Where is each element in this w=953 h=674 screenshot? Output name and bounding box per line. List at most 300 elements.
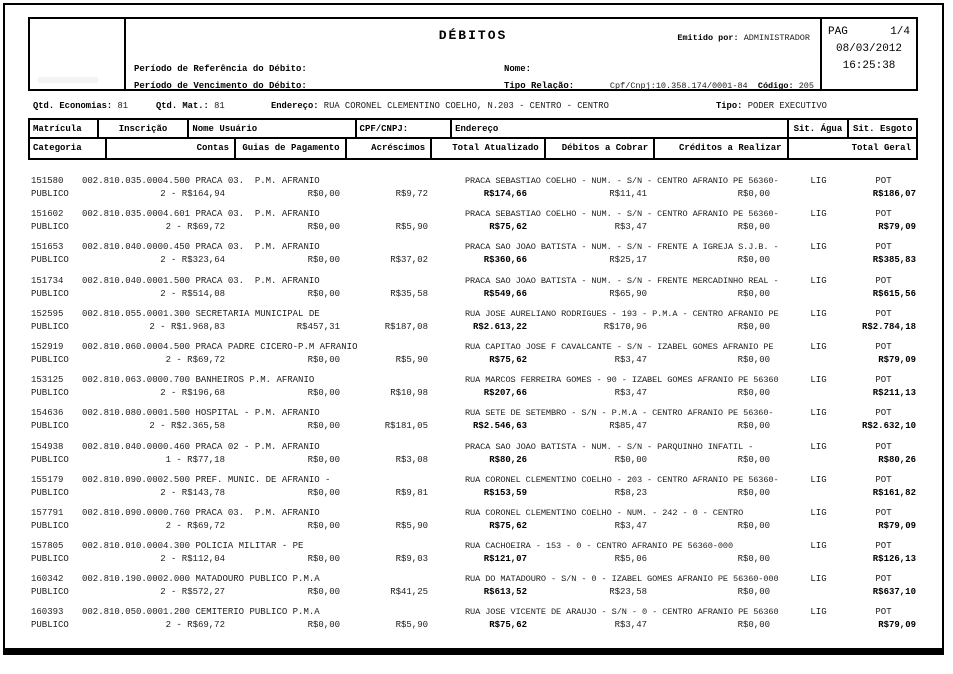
logo-watermark (38, 77, 98, 83)
record-contas: 2 - R$69,72 (165, 354, 225, 365)
record-inscricao: 002.810.060.0004.500 (82, 341, 191, 352)
debit-record (28, 540, 918, 566)
record-categoria: PUBLICO (31, 388, 69, 399)
record-matricula: 160342 (31, 574, 64, 585)
record-categoria: PUBLICO (31, 421, 69, 432)
col-sit-agua: Sit. Água (789, 120, 850, 137)
record-inscricao: 002.810.080.0001.500 (82, 408, 191, 419)
record-guias-pagamento: R$0,00 (307, 222, 340, 233)
record-line-2 (28, 188, 918, 201)
record-inscricao: 002.810.010.0004.300 (82, 541, 191, 552)
col-creditos-realizar: Créditos a Realizar (655, 139, 788, 158)
record-debitos-cobrar: R$65,90 (609, 288, 647, 299)
record-line-1 (28, 540, 918, 553)
record-inscricao-nome (82, 275, 465, 288)
record-inscricao: 002.810.063.0000.700 (82, 375, 191, 386)
record-categoria: PUBLICO (31, 454, 69, 465)
record-line-1 (28, 441, 918, 454)
record-nome-usuario: POLICIA MILITAR - PE (195, 541, 304, 552)
col-acrescimos: Acréscimos (347, 139, 433, 158)
record-guias-pagamento: R$0,00 (307, 354, 340, 365)
record-line-1 (28, 275, 918, 288)
record-sit-agua: LIG (810, 574, 827, 585)
record-sit-agua: LIG (810, 507, 827, 518)
record-inscricao-nome (82, 241, 465, 254)
record-total-atualizado: R$80,26 (489, 454, 527, 465)
record-endereco: RUA MARCOS FERREIRA GOMES - 90 - IZABEL GOMES AFRANIO PE 56360 (465, 375, 779, 386)
record-matricula: 151602 (31, 209, 64, 220)
qtd-mat (156, 101, 225, 111)
record-line-2 (28, 387, 918, 400)
summary-tipo-value: PODER EXECUTIVO (747, 101, 827, 111)
record-sit-esgoto: POT (875, 341, 892, 352)
record-total-geral: R$79,09 (878, 520, 916, 531)
record-inscricao-nome (82, 374, 465, 387)
record-contas: 2 - R$572,27 (160, 587, 225, 598)
record-line-2 (28, 221, 918, 234)
record-nome-usuario: PRACA 03. P.M. AFRANIO (195, 242, 320, 253)
record-matricula: 153125 (31, 375, 64, 386)
record-guias-pagamento: R$0,00 (307, 520, 340, 531)
col-nome-usuario: Nome Usuário (189, 120, 356, 137)
record-guias-pagamento: R$0,00 (307, 388, 340, 399)
record-inscricao-nome (82, 540, 465, 553)
summary-line (28, 101, 918, 113)
record-line-1 (28, 407, 918, 420)
record-debitos-cobrar: R$25,17 (609, 255, 647, 266)
record-acrescimos: R$9,03 (395, 554, 428, 565)
record-endereco: RUA CAPITAO JOSE F CAVALCANTE - S/N - IZABEL GOMES AFRANIO PE (465, 341, 774, 352)
record-sit-agua: LIG (810, 607, 827, 618)
header-row-reference (126, 64, 820, 76)
record-contas: 2 - R$69,72 (165, 520, 225, 531)
record-creditos-realizar: R$0,00 (737, 421, 770, 432)
record-sit-agua: LIG (810, 308, 827, 319)
record-total-atualizado: R$2.613,22 (472, 321, 527, 332)
record-inscricao-nome (82, 507, 465, 520)
record-debitos-cobrar: R$85,47 (609, 421, 647, 432)
record-endereco: PRACA SAO JOAO BATISTA - NUM. - S/N - PARQUINHO INFATIL - (465, 441, 754, 452)
record-inscricao: 002.810.035.0004.500 (82, 176, 191, 186)
record-inscricao: 002.810.040.0000.450 (82, 242, 191, 253)
record-inscricao: 002.810.050.0001.200 (82, 607, 191, 618)
record-total-geral: R$2.632,10 (861, 421, 916, 432)
col-guias-pagamento: Guias de Pagamento (236, 139, 347, 158)
table-header-row-2 (30, 139, 916, 158)
record-matricula: 157791 (31, 507, 64, 518)
record-nome-usuario: CEMITERIO PUBLICO P.M.A (195, 607, 320, 618)
record-contas: 2 - R$2.365,58 (149, 421, 225, 432)
record-total-atualizado: R$549,66 (483, 288, 527, 299)
codigo-value: 205 (798, 81, 814, 91)
record-matricula: 154636 (31, 408, 64, 419)
record-creditos-realizar: R$0,00 (737, 189, 770, 199)
emitted-by-value: ADMINISTRADOR (743, 33, 810, 43)
record-acrescimos: R$41,25 (390, 587, 428, 598)
record-creditos-realizar: R$0,00 (737, 554, 770, 565)
record-nome-usuario: PRACA 02 - P.M. AFRANIO (195, 441, 320, 452)
record-sit-esgoto: POT (875, 375, 892, 386)
debit-records-list (28, 175, 918, 640)
record-total-geral: R$79,09 (878, 222, 916, 233)
record-inscricao-nome (82, 573, 465, 586)
debit-record (28, 208, 918, 234)
record-categoria: PUBLICO (31, 255, 69, 266)
record-acrescimos: R$5,90 (395, 354, 428, 365)
record-matricula: 152919 (31, 341, 64, 352)
record-line-2 (28, 520, 918, 533)
record-nome-usuario: BANHEIROS P.M. AFRANIO (195, 375, 315, 386)
record-sit-agua: LIG (810, 341, 827, 352)
record-debitos-cobrar: R$8,23 (614, 487, 647, 498)
record-guias-pagamento: R$0,00 (307, 421, 340, 432)
col-contas: Contas (107, 139, 236, 158)
record-sit-esgoto: POT (875, 441, 892, 452)
qtd-economias-label: Qtd. Economias: (33, 101, 113, 111)
record-total-atualizado: R$207,66 (483, 388, 527, 399)
record-line-2 (28, 454, 918, 467)
record-line-2 (28, 254, 918, 267)
debit-record (28, 275, 918, 301)
record-debitos-cobrar: R$3,47 (614, 620, 647, 631)
record-contas: 2 - R$323,64 (160, 255, 225, 266)
record-debitos-cobrar: R$3,47 (614, 222, 647, 233)
record-creditos-realizar: R$0,00 (737, 587, 770, 598)
record-creditos-realizar: R$0,00 (737, 255, 770, 266)
record-debitos-cobrar: R$5,06 (614, 554, 647, 565)
report-date: 08/03/2012 (835, 43, 902, 55)
page-value: 1/4 (890, 26, 910, 38)
record-matricula: 151653 (31, 242, 64, 253)
record-line-2 (28, 586, 918, 599)
record-total-geral: R$615,56 (872, 288, 916, 299)
emitted-by-label: Emitido por: (677, 33, 739, 43)
record-nome-usuario: PRACA 03. P.M. AFRANIO (195, 275, 320, 286)
record-endereco: RUA SETE DE SETEMBRO - S/N - P.M.A - CENTRO AFRANIO PE 56360- (465, 408, 774, 419)
record-creditos-realizar: R$0,00 (737, 288, 770, 299)
col-debitos-cobrar: Débitos a Cobrar (546, 139, 656, 158)
record-line-1 (28, 606, 918, 619)
cpf-cnpj (610, 81, 814, 91)
record-inscricao: 002.810.055.0001.300 (82, 308, 191, 319)
page-label: PAG (828, 26, 848, 38)
debit-record (28, 407, 918, 433)
record-categoria: PUBLICO (31, 189, 69, 199)
record-total-geral: R$79,09 (878, 620, 916, 631)
record-total-geral: R$80,26 (878, 454, 916, 465)
record-creditos-realizar: R$0,00 (737, 222, 770, 233)
record-total-atualizado: R$174,66 (483, 189, 527, 199)
record-total-geral: R$211,13 (872, 388, 916, 399)
record-line-2 (28, 420, 918, 433)
codigo-label: Código: (757, 81, 794, 91)
record-categoria: PUBLICO (31, 587, 69, 598)
record-matricula: 155179 (31, 474, 64, 485)
record-matricula: 157805 (31, 541, 64, 552)
record-nome-usuario: PREF. MUNIC. DE AFRANIO - (195, 474, 331, 485)
record-nome-usuario: PRACA 03. P.M. AFRANIO (195, 209, 320, 220)
record-sit-agua: LIG (810, 275, 827, 286)
record-nome-usuario: MATADOURO PUBLICO P.M.A (195, 574, 320, 585)
record-inscricao-nome (82, 441, 465, 454)
record-nome-usuario: SECRETARIA MUNICIPAL DE (195, 308, 320, 319)
record-line-1 (28, 474, 918, 487)
name-label: Nome: (504, 64, 532, 74)
record-matricula: 151580 (31, 176, 64, 186)
debit-record (28, 308, 918, 334)
record-acrescimos: R$187,08 (384, 321, 428, 332)
record-matricula: 160393 (31, 607, 64, 618)
table-header-row-1 (30, 120, 916, 139)
debit-record (28, 573, 918, 599)
record-acrescimos: R$181,05 (384, 421, 428, 432)
record-guias-pagamento: R$0,00 (307, 288, 340, 299)
record-inscricao-nome (82, 175, 465, 188)
record-inscricao: 002.810.090.0002.500 (82, 474, 191, 485)
record-line-1 (28, 573, 918, 586)
record-contas: 2 - R$1.968,83 (149, 321, 225, 332)
debit-record (28, 507, 918, 533)
record-inscricao: 002.810.040.0000.460 (82, 441, 191, 452)
record-total-atualizado: R$121,07 (483, 554, 527, 565)
record-nome-usuario: PRACA 03. P.M. AFRANIO (195, 507, 320, 518)
record-total-atualizado: R$613,52 (483, 587, 527, 598)
record-acrescimos: R$35,58 (390, 288, 428, 299)
record-creditos-realizar: R$0,00 (737, 388, 770, 399)
record-total-geral: R$385,83 (872, 255, 916, 266)
record-line-1 (28, 208, 918, 221)
col-inscricao: Inscrição (99, 120, 190, 137)
record-categoria: PUBLICO (31, 288, 69, 299)
record-contas: 2 - R$69,72 (165, 620, 225, 631)
emitted-by (677, 33, 810, 43)
report-header (28, 17, 918, 91)
record-contas: 2 - R$143,78 (160, 487, 225, 498)
record-contas: 1 - R$77,18 (165, 454, 225, 465)
record-debitos-cobrar: R$0,00 (614, 454, 647, 465)
summary-tipo (716, 101, 827, 111)
debit-record (28, 474, 918, 500)
record-total-atualizado: R$2.546,63 (472, 421, 527, 432)
record-guias-pagamento: R$457,31 (296, 321, 340, 332)
record-sit-esgoto: POT (875, 507, 892, 518)
record-creditos-realizar: R$0,00 (737, 354, 770, 365)
col-total-geral: Total Geral (851, 143, 911, 153)
cpf-cnpj-value: Cpf/Cnpj:10.358.174/0001-84 (609, 81, 748, 91)
record-acrescimos: R$9,81 (395, 487, 428, 498)
record-contas: 2 - R$514,08 (160, 288, 225, 299)
debit-record (28, 175, 918, 201)
summary-endereco-label: Endereço: (271, 101, 319, 111)
record-nome-usuario: PRACA PADRE CICERO-P.M AFRANIO (195, 341, 358, 352)
record-guias-pagamento: R$0,00 (307, 255, 340, 266)
report-header-main (126, 19, 822, 89)
record-line-1 (28, 175, 918, 188)
record-debitos-cobrar: R$11,41 (609, 189, 647, 199)
record-endereco: PRACA SAO JOAO BATISTA - NUM. - S/N - FRENTE A IGREJA S.J.B. - (465, 242, 779, 253)
page-number (828, 24, 910, 41)
record-sit-esgoto: POT (875, 242, 892, 253)
record-inscricao-nome (82, 606, 465, 619)
record-debitos-cobrar: R$3,47 (614, 388, 647, 399)
record-acrescimos: R$10,98 (390, 388, 428, 399)
record-matricula: 151734 (31, 275, 64, 286)
record-inscricao: 002.810.040.0001.500 (82, 275, 191, 286)
record-sit-agua: LIG (810, 474, 827, 485)
record-line-2 (28, 321, 918, 334)
record-sit-esgoto: POT (875, 541, 892, 552)
record-total-atualizado: R$75,62 (489, 354, 527, 365)
record-guias-pagamento: R$0,00 (307, 554, 340, 565)
record-endereco: PRACA SEBASTIAO COELHO - NUM. - S/N - CENTRO AFRANIO PE 56360- (465, 176, 779, 186)
qtd-economias-value: 81 (117, 101, 129, 111)
debit-record (28, 341, 918, 367)
record-inscricao-nome (82, 474, 465, 487)
record-endereco: RUA DO MATADOURO - S/N - 0 - IZABEL GOMES AFRANIO PE 56360-000 (465, 574, 779, 585)
record-contas: 2 - R$196,68 (160, 388, 225, 399)
record-sit-esgoto: POT (875, 574, 892, 585)
record-acrescimos: R$37,02 (390, 255, 428, 266)
record-creditos-realizar: R$0,00 (737, 321, 770, 332)
record-line-1 (28, 341, 918, 354)
qtd-economias (33, 101, 128, 111)
record-line-2 (28, 288, 918, 301)
record-categoria: PUBLICO (31, 354, 69, 365)
record-guias-pagamento: R$0,00 (307, 454, 340, 465)
summary-endereco-value: RUA CORONEL CLEMENTINO COELHO, N.203 - CENTRO - CENTRO (323, 101, 609, 111)
record-sit-esgoto: POT (875, 275, 892, 286)
record-endereco: RUA JOSE AURELIANO RODRIGUES - 193 - P.M.A - CENTRO AFRANIO PE (465, 308, 779, 319)
col-cpf-cnpj: CPF/CNPJ: (357, 120, 453, 137)
record-total-atualizado: R$75,62 (489, 520, 527, 531)
record-debitos-cobrar: R$3,47 (614, 354, 647, 365)
record-creditos-realizar: R$0,00 (737, 520, 770, 531)
col-total-atualizado: Total Atualizado (432, 139, 545, 158)
record-sit-agua: LIG (810, 242, 827, 253)
record-total-geral: R$126,13 (872, 554, 916, 565)
record-matricula: 152595 (31, 308, 64, 319)
report-viewport-frame (3, 3, 944, 655)
record-nome-usuario: HOSPITAL - P.M. AFRANIO (195, 408, 320, 419)
record-debitos-cobrar: R$3,47 (614, 520, 647, 531)
record-acrescimos: R$5,90 (395, 222, 428, 233)
record-contas: 2 - R$69,72 (165, 222, 225, 233)
record-inscricao-nome (82, 341, 465, 354)
summary-tipo-label: Tipo: (716, 101, 743, 111)
record-categoria: PUBLICO (31, 222, 69, 233)
record-inscricao: 002.810.190.0002.000 (82, 574, 191, 585)
record-debitos-cobrar: R$170,96 (603, 321, 647, 332)
record-guias-pagamento: R$0,00 (307, 587, 340, 598)
record-line-2 (28, 354, 918, 367)
header-row-due (126, 81, 820, 93)
record-total-geral: R$161,82 (872, 487, 916, 498)
record-creditos-realizar: R$0,00 (737, 620, 770, 631)
record-sit-esgoto: POT (875, 474, 892, 485)
record-line-1 (28, 507, 918, 520)
record-endereco: RUA CACHOEIRA - 153 - 0 - CENTRO AFRANIO PE 56360-000 (465, 541, 734, 552)
record-categoria: PUBLICO (31, 321, 69, 332)
ref-period-label: Período de Referência do Débito: (134, 64, 307, 74)
record-matricula: 154938 (31, 441, 64, 452)
record-inscricao-nome (82, 308, 465, 321)
record-nome-usuario: PRACA 03. P.M. AFRANIO (195, 176, 320, 186)
relation-type-label: Tipo Relação: (504, 81, 575, 91)
record-sit-esgoto: POT (875, 607, 892, 618)
record-line-1 (28, 308, 918, 321)
debit-record (28, 374, 918, 400)
qtd-mat-label: Qtd. Mat.: (156, 101, 209, 111)
table-header (28, 118, 918, 160)
record-line-1 (28, 241, 918, 254)
record-endereco: RUA CORONEL CLEMENTINO COELHO - NUM. - 242 - 0 - CENTRO (465, 507, 744, 518)
record-sit-esgoto: POT (875, 176, 892, 186)
report-time: 16:25:38 (842, 60, 896, 72)
record-total-geral: R$186,07 (872, 189, 916, 199)
record-sit-agua: LIG (810, 209, 827, 220)
record-total-geral: R$637,10 (872, 587, 916, 598)
record-acrescimos: R$5,90 (395, 620, 428, 631)
record-guias-pagamento: R$0,00 (307, 487, 340, 498)
record-acrescimos: R$5,90 (395, 520, 428, 531)
record-sit-esgoto: POT (875, 408, 892, 419)
record-line-2 (28, 619, 918, 632)
record-sit-agua: LIG (810, 408, 827, 419)
debit-record (28, 241, 918, 267)
record-debitos-cobrar: R$23,58 (609, 587, 647, 598)
record-acrescimos: R$9,72 (395, 189, 428, 199)
record-total-geral: R$2.784,18 (861, 321, 916, 332)
col-sit-esgoto: Sit. Esgoto (852, 124, 913, 134)
debit-record (28, 606, 918, 632)
record-line-2 (28, 553, 918, 566)
pagination-box (822, 19, 916, 89)
record-sit-agua: LIG (810, 176, 827, 186)
debit-record (28, 441, 918, 467)
logo-area (30, 19, 126, 89)
record-total-atualizado: R$75,62 (489, 222, 527, 233)
record-endereco: PRACA SEBASTIAO COELHO - NUM. - S/N - CENTRO AFRANIO PE 56360- (465, 209, 779, 220)
record-total-geral: R$79,09 (878, 354, 916, 365)
record-endereco: RUA JOSE VICENTE DE ARAUJO - S/N - 0 - CENTRO AFRANIO PE 56360 (465, 607, 779, 618)
record-creditos-realizar: R$0,00 (737, 454, 770, 465)
col-endereco: Endereço (452, 120, 788, 137)
record-line-1 (28, 374, 918, 387)
record-total-atualizado: R$153,59 (483, 487, 527, 498)
record-sit-esgoto: POT (875, 209, 892, 220)
record-acrescimos: R$3,08 (395, 454, 428, 465)
record-endereco: PRACA SAO JOAO BATISTA - NUM. - S/N - FRENTE MERCADINHO REAL - (465, 275, 779, 286)
record-inscricao-nome (82, 407, 465, 420)
record-inscricao: 002.810.090.0000.760 (82, 507, 191, 518)
due-period-label: Período de Vencimento do Débito: (134, 81, 307, 91)
qtd-mat-value: 81 (214, 101, 225, 111)
record-creditos-realizar: R$0,00 (737, 487, 770, 498)
record-sit-agua: LIG (810, 375, 827, 386)
col-categoria: Categoria (30, 139, 107, 158)
record-sit-agua: LIG (810, 441, 827, 452)
record-inscricao: 002.810.035.0004.601 (82, 209, 191, 220)
record-categoria: PUBLICO (31, 620, 69, 631)
record-contas: 2 - R$112,04 (160, 554, 225, 565)
record-guias-pagamento: R$0,00 (307, 620, 340, 631)
record-categoria: PUBLICO (31, 487, 69, 498)
page-title: DÉBITOS (438, 28, 508, 43)
record-guias-pagamento: R$0,00 (307, 189, 340, 199)
record-contas: 2 - R$164,94 (160, 189, 225, 199)
record-endereco: RUA CORONEL CLEMENTINO COELHO - 203 - CENTRO AFRANIO PE 56360- (465, 474, 779, 485)
record-line-2 (28, 487, 918, 500)
